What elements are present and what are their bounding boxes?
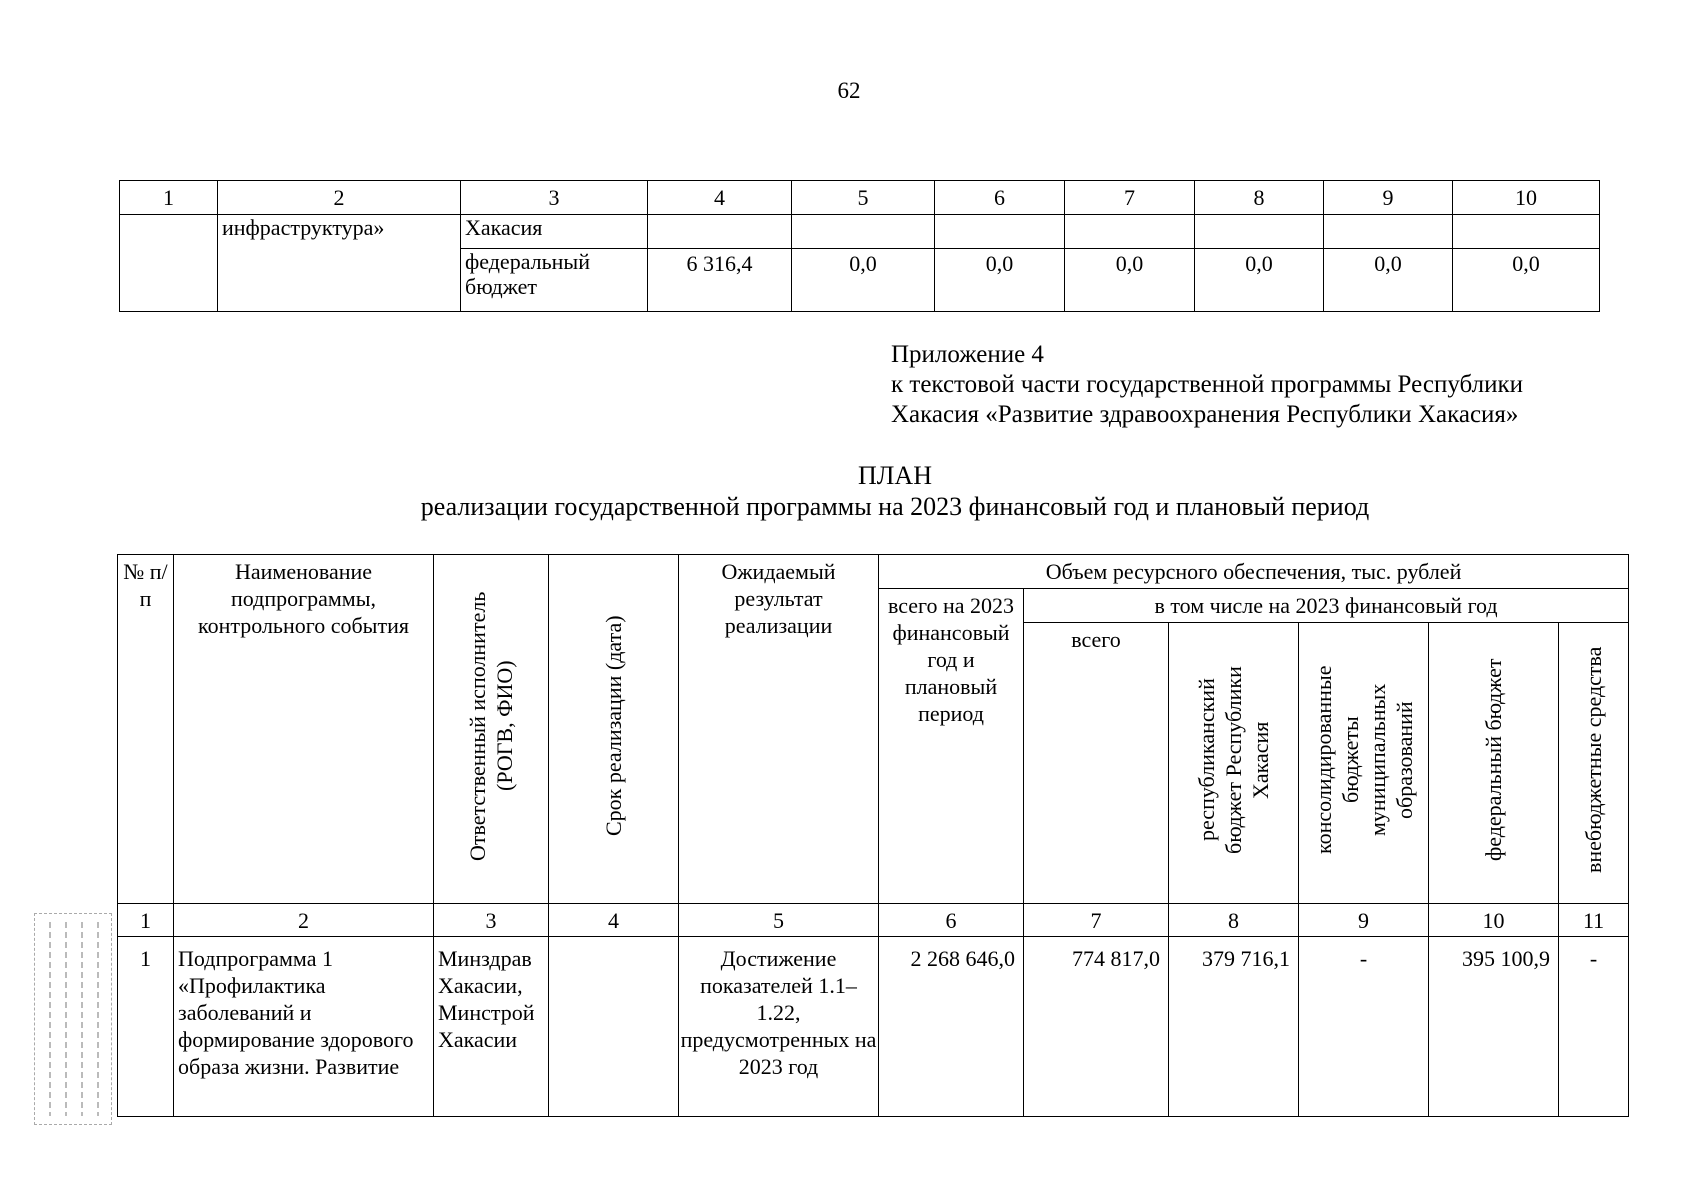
column-number: 6 bbox=[935, 181, 1065, 215]
empty-cell bbox=[1453, 215, 1600, 249]
appendix-line: Хакасия «Развитие здравоохранения Республики Хакасия» bbox=[891, 401, 1519, 428]
row-num-cell: 1 bbox=[118, 937, 174, 1117]
column-number: 9 bbox=[1299, 904, 1429, 937]
empty-cell bbox=[1324, 215, 1453, 249]
empty-cell bbox=[935, 215, 1065, 249]
header-municipal-budgets bbox=[1299, 623, 1429, 904]
header-republic-budget-label: республиканский бюджет Республики Хакасия bbox=[1194, 666, 1273, 854]
registration-stamp bbox=[34, 913, 112, 1125]
value-cell: 0,0 bbox=[1324, 249, 1453, 312]
appendix-line: к текстовой части государственной программы Республики bbox=[891, 371, 1523, 398]
column-number: 10 bbox=[1453, 181, 1600, 215]
header-total: всего bbox=[1024, 623, 1169, 904]
table-row bbox=[120, 215, 1600, 249]
appendix-title: Приложение 4 bbox=[891, 341, 1044, 368]
stamp-line bbox=[97, 922, 99, 1116]
header-term bbox=[549, 555, 679, 904]
header-result: Ожидаемый результат реализации bbox=[679, 555, 879, 904]
column-number: 7 bbox=[1024, 904, 1169, 937]
header-num: № п/п bbox=[118, 555, 174, 904]
row-federal-budget-cell: 395 100,9 bbox=[1429, 937, 1559, 1117]
row-name-cell: Подпрограмма 1 «Профилактика заболеваний и формирование здорового образа жизни. Развитие bbox=[174, 937, 434, 1117]
row-total-period-cell: 2 268 646,0 bbox=[879, 937, 1024, 1117]
header-municipal-budgets-label: консолидированные бюджеты муниципальных образований bbox=[1310, 665, 1417, 855]
header-extrabudgetary bbox=[1559, 623, 1629, 904]
value-cell: 0,0 bbox=[935, 249, 1065, 312]
row-republic-budget-cell: 379 716,1 bbox=[1169, 937, 1299, 1117]
stamp-line bbox=[49, 922, 51, 1116]
stamp-line bbox=[65, 922, 67, 1116]
row-responsible-cell: Минздрав Хакасии, Минстрой Хакасии bbox=[434, 937, 549, 1117]
column-number: 1 bbox=[118, 904, 174, 937]
value-cell: 0,0 bbox=[1065, 249, 1195, 312]
value-cell: 6 316,4 bbox=[648, 249, 792, 312]
column-number: 9 bbox=[1324, 181, 1453, 215]
plan-table bbox=[117, 554, 1629, 1117]
column-number: 4 bbox=[648, 181, 792, 215]
header-responsible bbox=[434, 555, 549, 904]
page-number: 62 bbox=[837, 78, 861, 103]
empty-cell bbox=[792, 215, 935, 249]
empty-cell bbox=[648, 215, 792, 249]
header-row bbox=[118, 555, 1629, 589]
column-number: 3 bbox=[434, 904, 549, 937]
row-result-cell: Достижение показателей 1.1–1.22, предусмотренных на 2023 год bbox=[679, 937, 879, 1117]
header-responsible-label: Ответственный исполнитель (РОГВ, ФИО) bbox=[465, 591, 517, 861]
header-name: Наименование подпрограммы, контрольного события bbox=[174, 555, 434, 904]
empty-cell bbox=[1065, 215, 1195, 249]
column-number: 6 bbox=[879, 904, 1024, 937]
column-number: 5 bbox=[679, 904, 879, 937]
table-row bbox=[118, 937, 1629, 1117]
column-number: 8 bbox=[1169, 904, 1299, 937]
column-number: 10 bbox=[1429, 904, 1559, 937]
column-number-row bbox=[118, 904, 1629, 937]
appendix-note bbox=[891, 340, 1681, 430]
header-incl-2023: в том числе на 2023 финансовый год bbox=[1024, 589, 1629, 623]
header-total-period: всего на 2023 финансовый год и плановый период bbox=[879, 589, 1024, 904]
value-cell: 0,0 bbox=[1453, 249, 1600, 312]
column-number: 1 bbox=[120, 181, 218, 215]
header-resources: Объем ресурсного обеспечения, тыс. рублей bbox=[879, 555, 1629, 589]
funding-source-cell: федеральный бюджет bbox=[461, 249, 648, 312]
column-number: 5 bbox=[792, 181, 935, 215]
empty-cell bbox=[1195, 215, 1324, 249]
header-republic-budget bbox=[1169, 623, 1299, 904]
value-cell: 0,0 bbox=[792, 249, 935, 312]
plan-subtitle: реализации государственной программы на 2023 финансовый год и плановый период bbox=[420, 492, 1370, 521]
plan-title: ПЛАН bbox=[858, 461, 932, 490]
row-extrabudgetary-cell: - bbox=[1559, 937, 1629, 1117]
continuation-header-row bbox=[120, 181, 1600, 215]
column-number: 2 bbox=[218, 181, 461, 215]
header-federal-budget-label: федеральный бюджет bbox=[1481, 658, 1506, 862]
event-name-cell: инфраструктура» bbox=[218, 215, 461, 312]
row-municipal-budgets-cell: - bbox=[1299, 937, 1429, 1117]
header-extrabudgetary-label: внебюджетные средства bbox=[1581, 646, 1607, 874]
header-federal-budget bbox=[1429, 623, 1559, 904]
column-number: 4 bbox=[549, 904, 679, 937]
empty-cell bbox=[120, 215, 218, 312]
row-term-cell bbox=[549, 937, 679, 1117]
column-number: 7 bbox=[1065, 181, 1195, 215]
stamp-line bbox=[81, 922, 83, 1116]
funding-source-cell: Хакасия bbox=[461, 215, 648, 249]
value-cell: 0,0 bbox=[1195, 249, 1324, 312]
continuation-table bbox=[119, 180, 1600, 312]
column-number: 3 bbox=[461, 181, 648, 215]
column-number: 11 bbox=[1559, 904, 1629, 937]
row-total-cell: 774 817,0 bbox=[1024, 937, 1169, 1117]
header-term-label: Срок реализации (дата) bbox=[601, 615, 626, 837]
plan-heading bbox=[0, 460, 1698, 522]
column-number: 2 bbox=[174, 904, 434, 937]
column-number: 8 bbox=[1195, 181, 1324, 215]
